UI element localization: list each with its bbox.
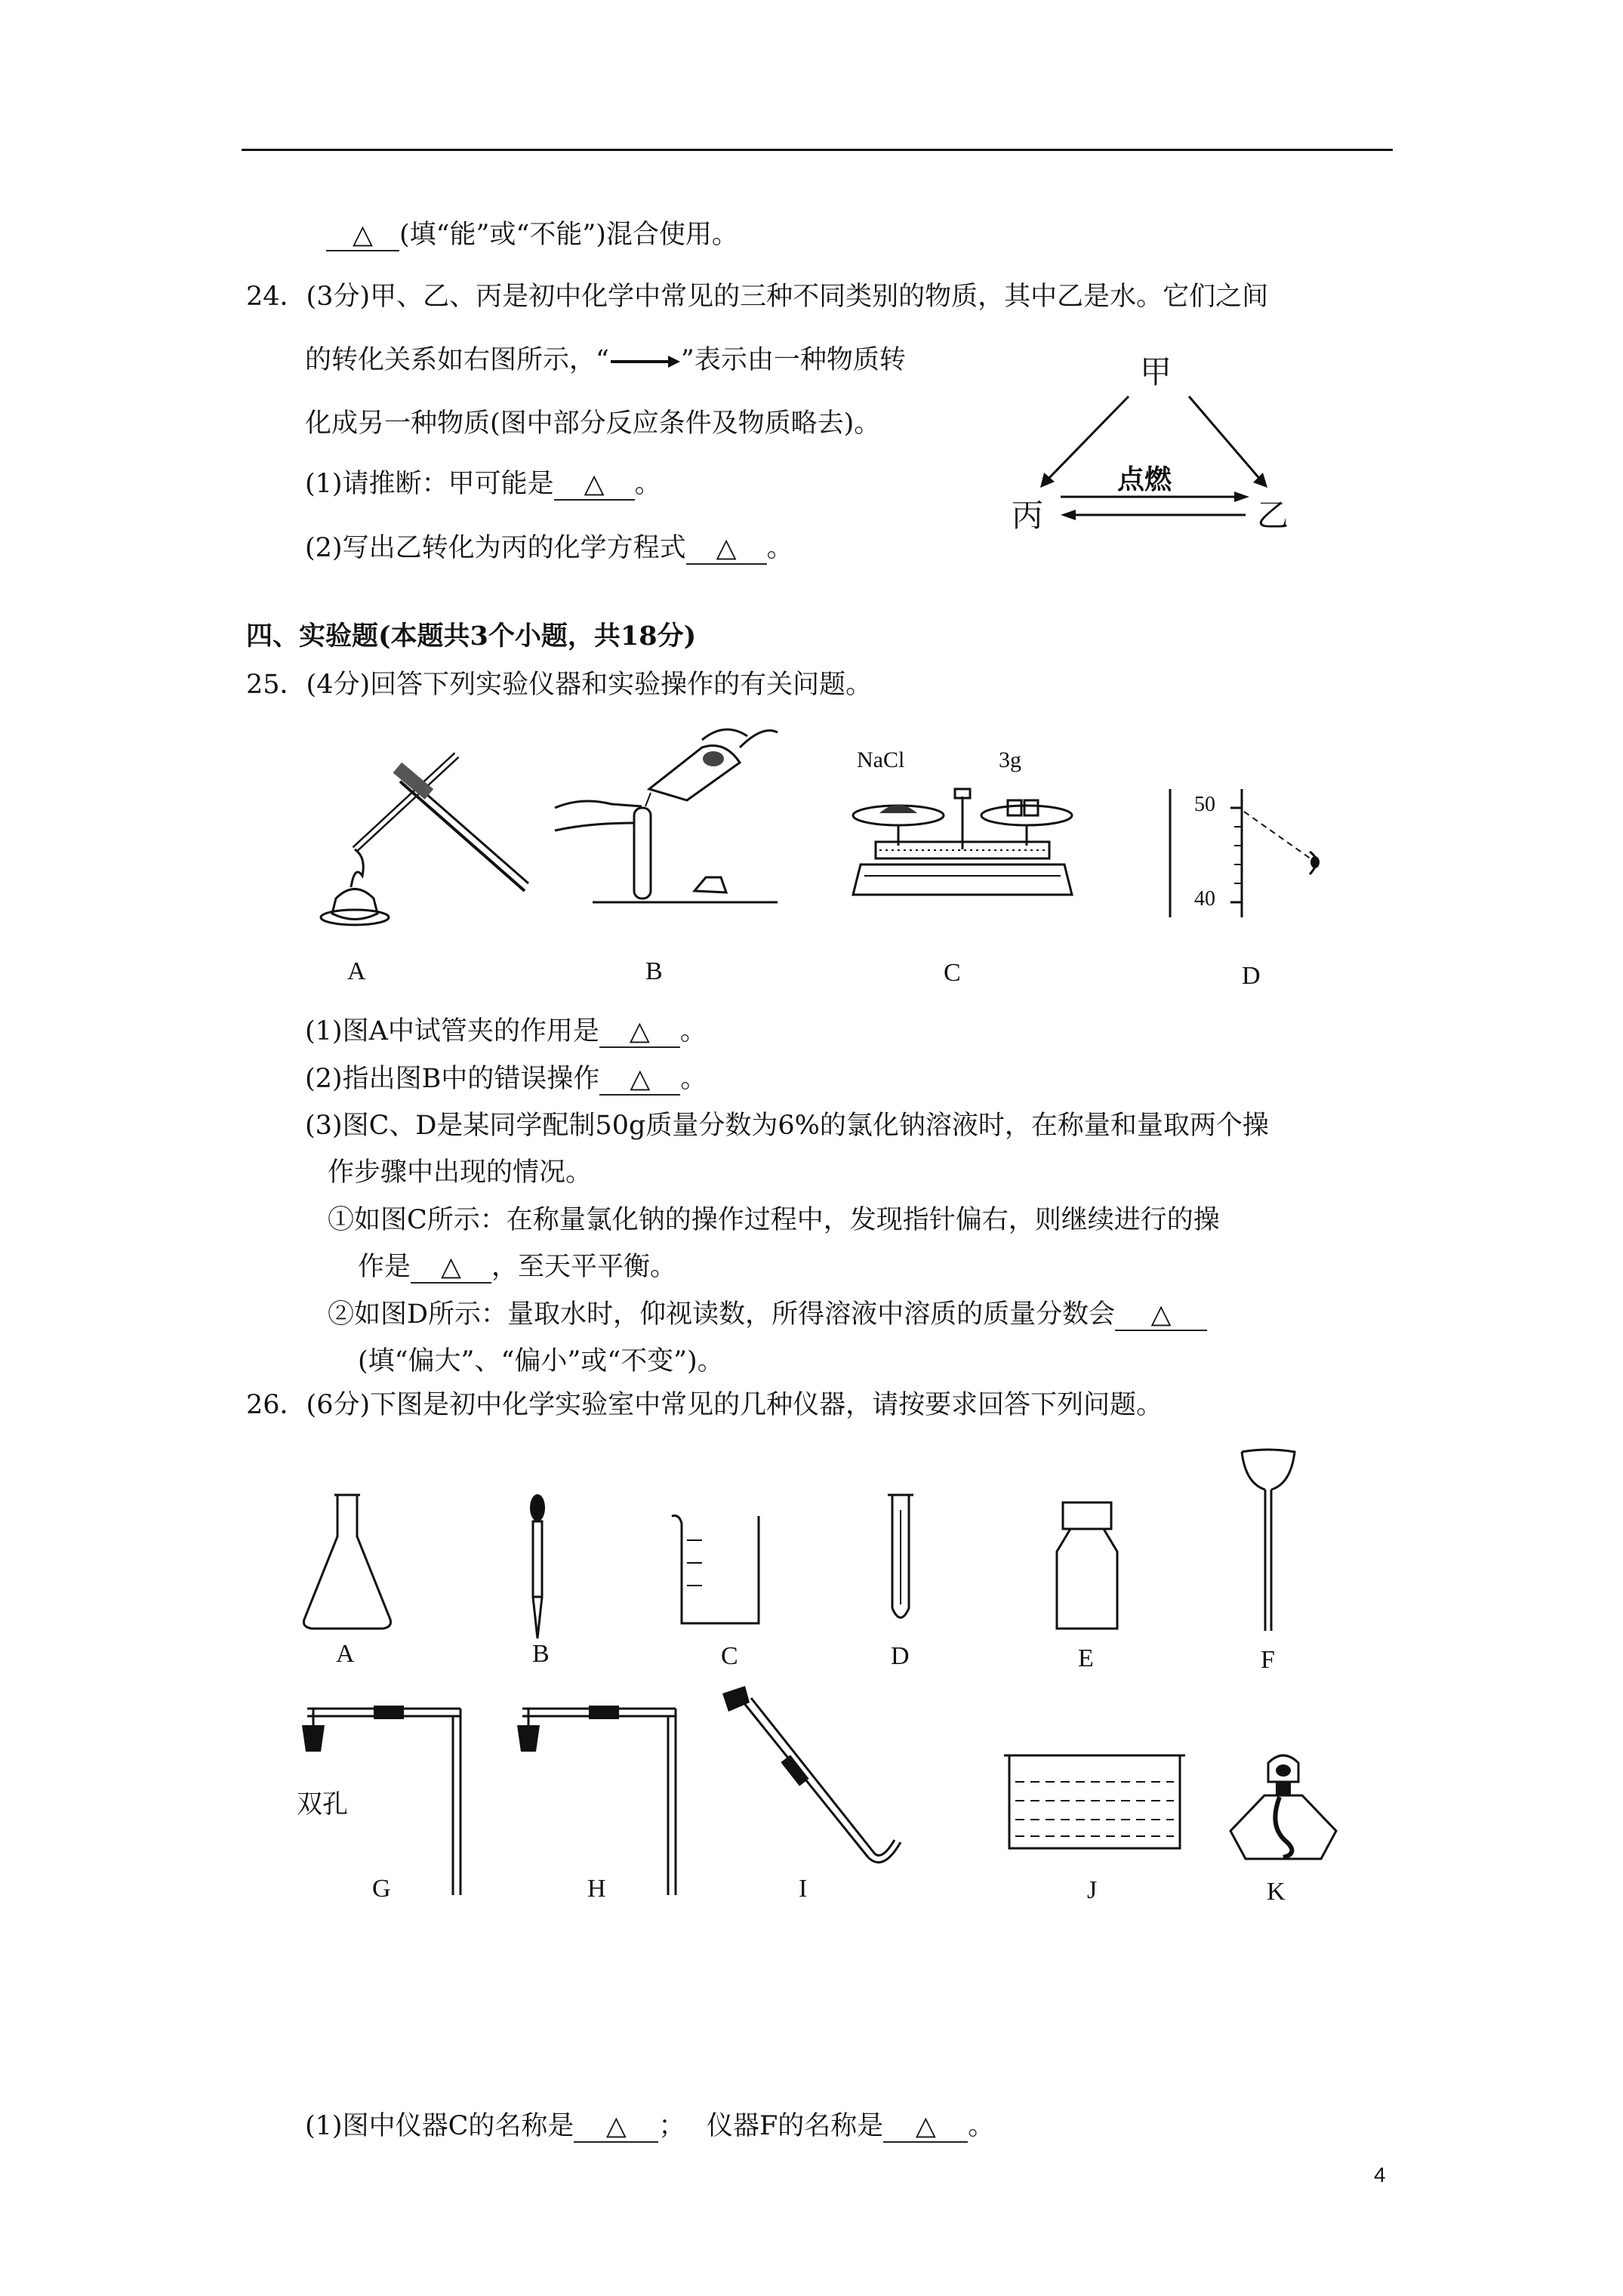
apparatus-label-a: A (336, 1640, 355, 1668)
node-bing: 丙 (1012, 497, 1044, 534)
header-rule (242, 149, 1393, 151)
fig-label-d: D (1242, 962, 1261, 990)
apparatus-label-h: H (587, 1875, 606, 1903)
apparatus-i-bent-tube-icon (713, 1680, 917, 1876)
apparatus-label-j: J (1087, 1876, 1098, 1904)
answer-blank[interactable]: △ (326, 220, 399, 251)
apparatus-label-b: B (532, 1640, 550, 1668)
apparatus-label-c: C (721, 1642, 738, 1670)
apparatus-label-i: I (799, 1875, 808, 1903)
q26-line1: 26．(6分)下图是初中化学实验室中常见的几种仪器，请按要求回答下列问题。 (246, 1390, 1163, 1420)
q24-line2: 的转化关系如右图所示，“ ”表示由一种物质转 (305, 345, 906, 375)
section4-heading: 四、实验题(本题共3个小题，共18分) (246, 621, 697, 652)
answer-blank[interactable]: △ (554, 470, 635, 501)
q25-part1: (1)图A中试管夹的作用是 △ 。 (305, 1016, 707, 1046)
fig-label-c: C (944, 959, 961, 987)
q24-part1: (1)请推断：甲可能是 △ 。 (305, 469, 661, 499)
apparatus-b-dropper-icon (522, 1491, 553, 1642)
node-jia: 甲 (1140, 353, 1172, 390)
apparatus-e-reagent-bottle-icon (1042, 1499, 1132, 1635)
answer-blank[interactable]: △ (883, 2112, 968, 2143)
q25-part3b-line1: ②如图D所示：量取水时，仰视读数，所得溶液中溶质的质量分数会 △ (328, 1299, 1207, 1331)
fig-d-mark-50: 50 (1194, 793, 1215, 816)
apparatus-f-long-funnel-icon (1238, 1446, 1298, 1635)
page-number: 4 (1374, 2163, 1386, 2187)
arrow-legend-icon (609, 353, 681, 370)
apparatus-h-delivery-tube-icon (506, 1703, 687, 1899)
answer-blank[interactable]: △ (1115, 1300, 1207, 1331)
apparatus-label-e: E (1078, 1644, 1094, 1672)
apparatus-j-water-trough-icon (1000, 1752, 1189, 1857)
q25-part3b-line2: (填“偏大”、“偏小”或“不变”)。 (358, 1346, 724, 1376)
apparatus-c-beaker-icon (668, 1510, 774, 1631)
node-yi: 乙 (1257, 497, 1289, 534)
q23-tail-text: (填“能”或“不能”)混合使用。 (399, 220, 738, 250)
apparatus-g-note: 双孔 (297, 1790, 348, 1819)
apparatus-d-test-tube-icon (882, 1491, 919, 1627)
fig-a-heating-test-tube-icon (310, 736, 536, 932)
answer-blank[interactable]: △ (686, 534, 767, 565)
q25-part3a-line2: 作是 △ ，至天平平衡。 (358, 1252, 677, 1282)
q25-part3-line2: 作步骤中出现的情况。 (328, 1157, 593, 1188)
apparatus-label-g: G (372, 1875, 391, 1903)
fig-c-weight-label: 3g (999, 747, 1021, 772)
answer-blank[interactable]: △ (599, 1065, 680, 1096)
diagram-arrows-icon (1004, 340, 1321, 581)
q24-line1: 24．(3分)甲、乙、丙是初中化学中常见的三种不同类别的物质，其中乙是水。它们之间 (246, 282, 1269, 312)
apparatus-k-alcohol-lamp-icon (1223, 1752, 1344, 1865)
q23-tail-line (326, 219, 738, 251)
fig-c-nacl-label: NaCl (857, 747, 905, 772)
fig-label-a: A (347, 957, 366, 985)
q25-part3-line1: (3)图C、D是某同学配制50g质量分数为6%的氯化钠溶液时，在称量和量取两个操 (305, 1111, 1269, 1141)
conversion-diagram (1004, 340, 1321, 581)
q24-part2: (2)写出乙转化为丙的化学方程式 △ 。 (305, 533, 793, 563)
q25-line1: 25．(4分)回答下列实验仪器和实验操作的有关问题。 (246, 670, 873, 700)
apparatus-label-k: K (1267, 1878, 1286, 1906)
apparatus-label-f: F (1261, 1646, 1275, 1674)
q24-line3: 化成另一种物质(图中部分反应条件及物质略去)。 (305, 408, 881, 439)
fig-c-balance-icon (845, 781, 1079, 917)
fig-label-b: B (645, 957, 663, 985)
q26-part1: (1)图中仪器C的名称是 △ ； 仪器F的名称是 △ 。 (305, 2111, 995, 2141)
fig-d-mark-40: 40 (1194, 887, 1215, 911)
fig-b-pouring-liquid-icon (551, 717, 793, 914)
answer-blank[interactable]: △ (599, 1017, 680, 1048)
fig-d-cylinder-reading-icon (1155, 785, 1351, 921)
q25-part2: (2)指出图B中的错误操作 △ 。 (305, 1064, 707, 1094)
arrow-label-ignite: 点燃 (1117, 464, 1172, 495)
answer-blank[interactable]: △ (411, 1253, 491, 1284)
q25-part3a-line1: ①如图C所示：在称量氯化钠的操作过程中，发现指针偏右，则继续进行的操 (328, 1205, 1220, 1235)
apparatus-a-conical-flask-icon (298, 1491, 396, 1635)
answer-blank[interactable]: △ (574, 2112, 658, 2143)
apparatus-label-d: D (891, 1642, 910, 1670)
